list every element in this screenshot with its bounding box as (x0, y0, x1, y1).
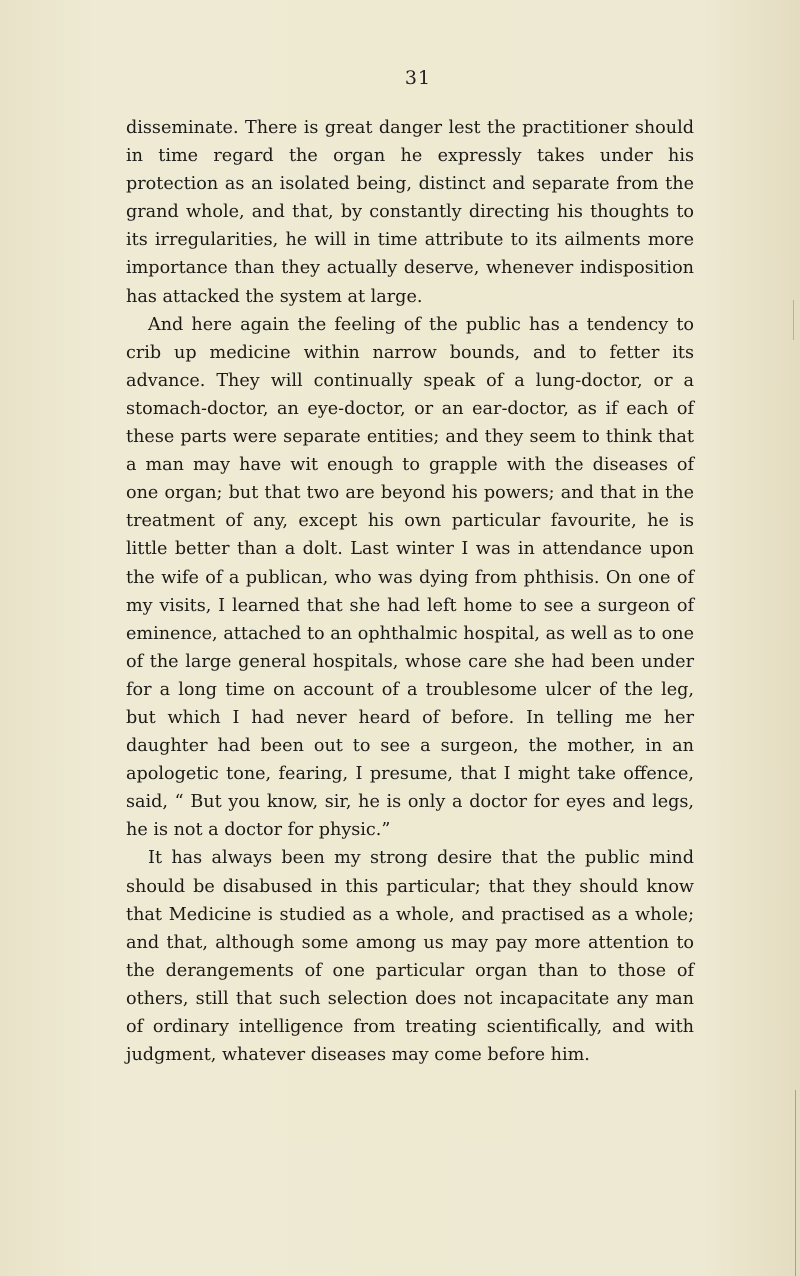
page-edge-mark-upper (793, 300, 794, 340)
body-text (126, 114, 694, 1069)
page-edge-mark-lower (795, 1090, 796, 1276)
paragraph-3: It has always been my strong desire that the public mind should be disabused in this particular; that they should know that Medicine is studied as a whole, and practised as a whole; and that, although some among us may pay more attention to the derangements of one particular organ than to those of others, still that such selection does not incapacitate any man of ordinary intelligence from treating scientifically, and with judgment, whatever diseases may come before him. (126, 848, 694, 1066)
paragraph-1: disseminate. There is great danger lest the practitioner should in time regard the organ he expressly takes under his protection as an isolated being, distinct and separate from the grand whole, and that, by constantly directing his thoughts to its irregularities, he will in time attribute to its ailments more importance than they actually deserve, whenever indisposition has attacked the system at large. (126, 118, 694, 307)
paragraph-2: And here again the feeling of the public has a tendency to crib up medicine within narrow bounds, and to fetter its advance. They will continually speak of a lung-doctor, or a stomach-doctor, an eye-doctor, or an ear-doctor, as if each of these parts were separate entities; and they seem to think that a man may have wit enough to grapple with the diseases of one organ; but that two are beyond his powers; and that in the treatment of any, except his own particular favourite, he is little better than a dolt. Last winter I was in attendance upon the wife of a publican, who was dying from phthisis. On one of my visits, I learned that she had left home to see a surgeon of eminence, attached to an ophthalmic hospital, as well as to one of the large general hospitals, whose care she had been under for a long time on account of a troublesome ulcer of the leg, but which I had never heard of before. In telling me her daughter had been out to see a surgeon, the mother, in an apologetic tone, fearing, I presume, that I might take offence, said, “ But you know, sir, he is only a doctor for eyes and legs, he is not a doctor for physic.” (126, 314, 694, 841)
page-number: 31 (404, 67, 432, 89)
